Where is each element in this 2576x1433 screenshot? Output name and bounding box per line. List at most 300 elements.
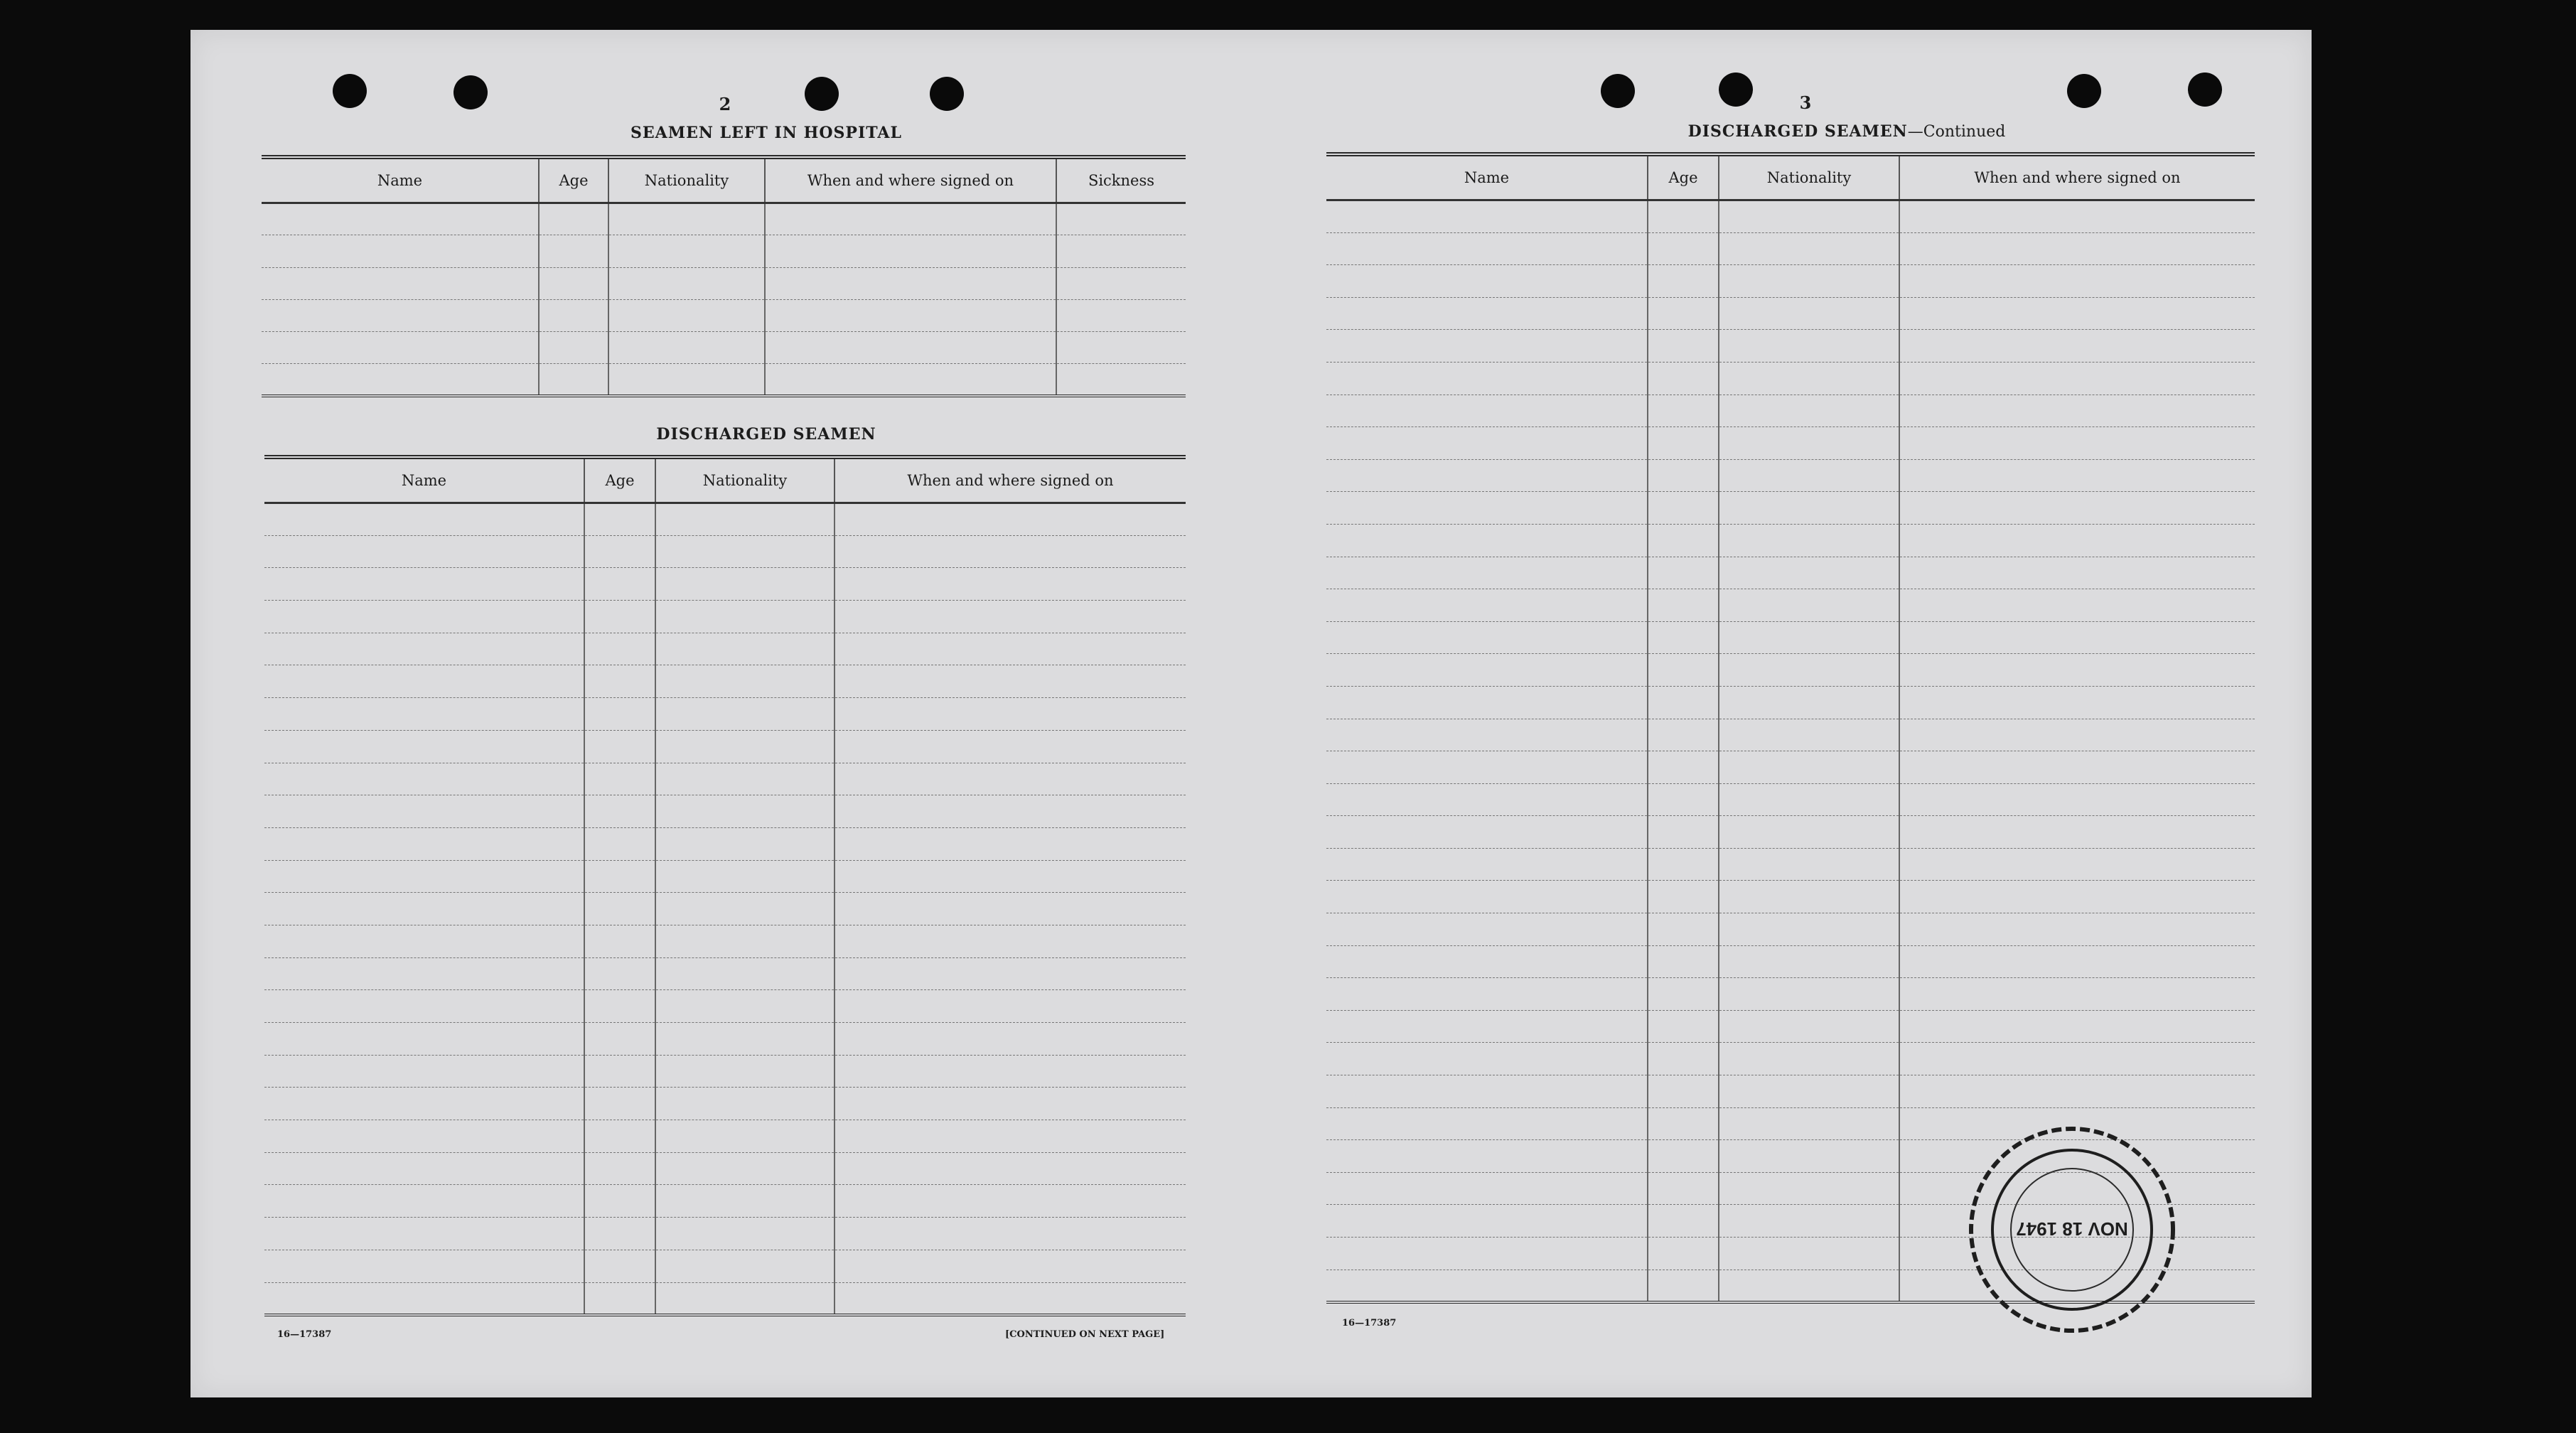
empty-cell [834, 925, 1186, 957]
empty-cell [1326, 719, 1648, 751]
empty-cell [1719, 881, 1899, 913]
empty-cell [655, 1120, 834, 1153]
empty-cell [1719, 265, 1899, 298]
table-row [1326, 816, 2255, 849]
empty-cell [1056, 235, 1186, 267]
empty-cell [1648, 200, 1719, 233]
empty-cell [1648, 1172, 1719, 1205]
empty-cell [1899, 395, 2255, 427]
empty-cell [264, 665, 584, 698]
empty-cell [1326, 492, 1648, 525]
empty-cell [1719, 751, 1899, 784]
empty-cell [264, 568, 584, 601]
empty-cell [539, 332, 608, 364]
empty-cell [1899, 1075, 2255, 1108]
empty-cell [1326, 297, 1648, 330]
table-row [1326, 1010, 2255, 1043]
empty-cell [539, 235, 608, 267]
page-number-left: 2 [719, 94, 731, 114]
empty-cell [1719, 1010, 1899, 1043]
empty-cell [262, 267, 539, 299]
empty-cell [765, 364, 1056, 396]
empty-cell [1648, 1010, 1719, 1043]
discharged-table [264, 455, 1186, 1316]
column-header: When and where signed on [834, 457, 1186, 503]
table-row [1326, 621, 2255, 654]
date-stamp [1965, 1123, 2179, 1336]
empty-cell [834, 1152, 1186, 1185]
empty-cell [1648, 913, 1719, 946]
empty-cell [264, 795, 584, 828]
empty-cell [1326, 1270, 1648, 1302]
table-row [1326, 524, 2255, 557]
empty-cell [1056, 364, 1186, 396]
empty-cell [655, 1185, 834, 1218]
table-row [262, 235, 1186, 267]
empty-cell [1326, 524, 1648, 557]
empty-cell [1648, 1270, 1719, 1302]
empty-cell [539, 267, 608, 299]
empty-cell [834, 1120, 1186, 1153]
empty-cell [1899, 1043, 2255, 1075]
empty-cell [1899, 945, 2255, 978]
empty-cell [264, 1152, 584, 1185]
table-row [1326, 686, 2255, 719]
empty-cell [1899, 686, 2255, 719]
hospital-section-title: SEAMEN LEFT IN HOSPITAL [630, 124, 902, 142]
table-row [1326, 232, 2255, 265]
empty-cell [1719, 1043, 1899, 1075]
empty-cell [584, 1185, 655, 1218]
empty-cell [1648, 427, 1719, 460]
table-row [1326, 557, 2255, 589]
empty-cell [834, 1055, 1186, 1088]
empty-cell [765, 203, 1056, 235]
empty-cell [1648, 330, 1719, 363]
empty-cell [1326, 848, 1648, 881]
empty-cell [264, 698, 584, 731]
table-row [264, 730, 1186, 763]
empty-cell [584, 1250, 655, 1282]
table-row [1326, 945, 2255, 978]
empty-cell [264, 990, 584, 1023]
empty-cell [262, 332, 539, 364]
empty-cell [1899, 330, 2255, 363]
empty-cell [1899, 621, 2255, 654]
empty-cell [1648, 1043, 1719, 1075]
empty-cell [1899, 265, 2255, 298]
empty-cell [1648, 362, 1719, 395]
empty-cell [1056, 332, 1186, 364]
empty-cell [1326, 751, 1648, 784]
empty-cell [1899, 297, 2255, 330]
table-row [262, 332, 1186, 364]
column-header: When and where signed on [1899, 154, 2255, 200]
empty-cell [1648, 751, 1719, 784]
table-row [264, 535, 1186, 568]
empty-cell [1719, 1270, 1899, 1302]
empty-cell [1899, 524, 2255, 557]
empty-cell [584, 925, 655, 957]
empty-cell [584, 698, 655, 731]
table-row [1326, 427, 2255, 460]
empty-cell [1648, 1075, 1719, 1108]
empty-cell [1719, 297, 1899, 330]
empty-cell [1648, 719, 1719, 751]
empty-cell [264, 730, 584, 763]
empty-cell [1719, 1140, 1899, 1173]
empty-cell [1648, 1107, 1719, 1140]
empty-cell [539, 364, 608, 396]
punch-hole [805, 77, 839, 111]
empty-cell [1326, 557, 1648, 589]
empty-cell [655, 1282, 834, 1315]
empty-cell [1326, 1107, 1648, 1140]
empty-cell [264, 827, 584, 860]
table-row [264, 1250, 1186, 1282]
empty-cell [1326, 232, 1648, 265]
empty-cell [1719, 719, 1899, 751]
empty-cell [1719, 848, 1899, 881]
column-header: Age [584, 457, 655, 503]
empty-cell [765, 299, 1056, 331]
empty-cell [584, 730, 655, 763]
table-row [1326, 200, 2255, 233]
empty-cell [655, 1250, 834, 1282]
empty-cell [655, 957, 834, 990]
empty-cell [765, 267, 1056, 299]
empty-cell [1719, 524, 1899, 557]
empty-cell [655, 925, 834, 957]
empty-cell [834, 503, 1186, 536]
empty-cell [1648, 848, 1719, 881]
empty-cell [765, 332, 1056, 364]
empty-cell [1648, 945, 1719, 978]
empty-cell [1719, 200, 1899, 233]
table-row [1326, 881, 2255, 913]
empty-cell [1326, 200, 1648, 233]
empty-cell [1899, 848, 2255, 881]
empty-cell [1719, 232, 1899, 265]
table-row [1326, 654, 2255, 687]
table-row [264, 1185, 1186, 1218]
empty-cell [1648, 557, 1719, 589]
table-header-row [264, 457, 1186, 503]
column-header: Age [539, 157, 608, 203]
empty-cell [834, 1282, 1186, 1315]
empty-cell [834, 1250, 1186, 1282]
empty-cell [834, 665, 1186, 698]
empty-cell [1056, 203, 1186, 235]
empty-cell [584, 1282, 655, 1315]
table-row [264, 860, 1186, 893]
empty-cell [608, 364, 765, 396]
empty-cell [1326, 362, 1648, 395]
empty-cell [1326, 1075, 1648, 1108]
empty-cell [834, 827, 1186, 860]
table-row [1326, 719, 2255, 751]
empty-cell [1719, 1238, 1899, 1270]
table-row [1326, 978, 2255, 1011]
empty-cell [584, 1218, 655, 1250]
table-row [264, 1218, 1186, 1250]
empty-cell [1719, 589, 1899, 622]
empty-cell [1719, 1107, 1899, 1140]
empty-cell [262, 299, 539, 331]
empty-cell [1899, 913, 2255, 946]
table-row [264, 1282, 1186, 1315]
empty-cell [264, 1185, 584, 1218]
empty-cell [264, 1218, 584, 1250]
empty-cell [1899, 654, 2255, 687]
column-header: Nationality [655, 457, 834, 503]
empty-cell [1899, 200, 2255, 233]
empty-cell [1326, 1010, 1648, 1043]
empty-cell [539, 203, 608, 235]
empty-cell [655, 633, 834, 665]
empty-cell [1719, 362, 1899, 395]
empty-cell [655, 1088, 834, 1120]
empty-cell [1719, 978, 1899, 1011]
empty-cell [1719, 654, 1899, 687]
empty-cell [1648, 459, 1719, 492]
empty-cell [1056, 299, 1186, 331]
empty-cell [264, 860, 584, 893]
empty-cell [1899, 978, 2255, 1011]
empty-cell [264, 1250, 584, 1282]
table-row [1326, 913, 2255, 946]
empty-cell [264, 535, 584, 568]
empty-cell [834, 763, 1186, 795]
column-header: Name [1326, 154, 1648, 200]
empty-cell [834, 568, 1186, 601]
empty-cell [1719, 913, 1899, 946]
empty-cell [1648, 1205, 1719, 1238]
empty-cell [584, 535, 655, 568]
table-row [264, 990, 1186, 1023]
empty-cell [1326, 783, 1648, 816]
empty-cell [1648, 1140, 1719, 1173]
table-row [264, 633, 1186, 665]
empty-cell [834, 860, 1186, 893]
column-header: Nationality [1719, 154, 1899, 200]
table-row [1326, 265, 2255, 298]
empty-cell [1648, 395, 1719, 427]
empty-cell [1899, 783, 2255, 816]
form-code-left: 16—17387 [277, 1329, 332, 1340]
empty-cell [1326, 978, 1648, 1011]
table-row [264, 503, 1186, 536]
empty-cell [1648, 524, 1719, 557]
empty-cell [1056, 267, 1186, 299]
empty-cell [655, 698, 834, 731]
empty-cell [1899, 427, 2255, 460]
empty-cell [264, 1120, 584, 1153]
empty-cell [1326, 654, 1648, 687]
empty-cell [1719, 557, 1899, 589]
column-header: Sickness [1056, 157, 1186, 203]
empty-cell [1719, 1075, 1899, 1108]
empty-cell [584, 568, 655, 601]
empty-cell [655, 1152, 834, 1185]
table-row [1326, 1043, 2255, 1075]
empty-cell [834, 1088, 1186, 1120]
empty-cell [655, 763, 834, 795]
empty-cell [584, 1023, 655, 1056]
empty-cell [1719, 816, 1899, 849]
table-row [264, 601, 1186, 633]
empty-cell [1899, 362, 2255, 395]
empty-cell [1719, 330, 1899, 363]
column-header: Name [264, 457, 584, 503]
table-row [264, 795, 1186, 828]
empty-cell [655, 568, 834, 601]
empty-cell [1899, 232, 2255, 265]
column-header: Name [262, 157, 539, 203]
empty-cell [264, 1088, 584, 1120]
empty-cell [655, 860, 834, 893]
table-row [264, 925, 1186, 957]
table-row [264, 568, 1186, 601]
empty-cell [655, 990, 834, 1023]
empty-cell [1326, 816, 1648, 849]
empty-cell [655, 1055, 834, 1088]
empty-cell [1648, 686, 1719, 719]
column-header: Age [1648, 154, 1719, 200]
empty-cell [264, 925, 584, 957]
table-row [1326, 783, 2255, 816]
empty-cell [655, 665, 834, 698]
empty-cell [264, 893, 584, 925]
empty-cell [834, 990, 1186, 1023]
column-header: When and where signed on [765, 157, 1056, 203]
empty-cell [608, 332, 765, 364]
empty-cell [1648, 589, 1719, 622]
empty-cell [1326, 1043, 1648, 1075]
empty-cell [262, 364, 539, 396]
empty-cell [584, 633, 655, 665]
table-row [1326, 751, 2255, 784]
empty-cell [1648, 492, 1719, 525]
continued-note: [CONTINUED ON NEXT PAGE] [1005, 1329, 1165, 1340]
table-row [262, 203, 1186, 235]
empty-cell [1326, 459, 1648, 492]
empty-cell [264, 633, 584, 665]
empty-cell [1326, 427, 1648, 460]
empty-cell [1899, 719, 2255, 751]
empty-cell [655, 893, 834, 925]
empty-cell [1719, 783, 1899, 816]
empty-cell [655, 827, 834, 860]
table-row [264, 665, 1186, 698]
empty-cell [1326, 330, 1648, 363]
empty-cell [584, 860, 655, 893]
empty-cell [1648, 1238, 1719, 1270]
empty-cell [1719, 427, 1899, 460]
empty-cell [1899, 492, 2255, 525]
empty-cell [584, 893, 655, 925]
empty-cell [584, 1152, 655, 1185]
column-header: Nationality [608, 157, 765, 203]
empty-cell [264, 1055, 584, 1088]
empty-cell [1326, 395, 1648, 427]
punch-hole [2188, 73, 2222, 107]
empty-cell [1648, 297, 1719, 330]
empty-cell [264, 957, 584, 990]
empty-cell [584, 795, 655, 828]
empty-cell [834, 893, 1186, 925]
table-row [1326, 589, 2255, 622]
empty-cell [1648, 881, 1719, 913]
empty-cell [608, 299, 765, 331]
table-row [264, 1120, 1186, 1153]
empty-cell [264, 1023, 584, 1056]
empty-cell [584, 1088, 655, 1120]
empty-cell [1899, 1010, 2255, 1043]
hospital-table [262, 155, 1186, 397]
table-row [264, 763, 1186, 795]
empty-cell [1719, 492, 1899, 525]
table-row [264, 1023, 1186, 1056]
empty-cell [584, 827, 655, 860]
empty-cell [584, 503, 655, 536]
table-row [1326, 395, 2255, 427]
table-row [264, 1152, 1186, 1185]
empty-cell [1899, 751, 2255, 784]
empty-cell [1899, 881, 2255, 913]
table-row [264, 698, 1186, 731]
table-row [1326, 362, 2255, 395]
empty-cell [834, 1023, 1186, 1056]
table-row [1326, 459, 2255, 492]
table-header-row [1326, 154, 2255, 200]
empty-cell [655, 1023, 834, 1056]
empty-cell [1648, 654, 1719, 687]
empty-cell [655, 795, 834, 828]
table-row [264, 827, 1186, 860]
form-code-right: 16—17387 [1342, 1318, 1397, 1329]
table-row [262, 267, 1186, 299]
empty-cell [1326, 945, 1648, 978]
punch-hole [1601, 74, 1635, 108]
empty-cell [655, 601, 834, 633]
table-row [264, 957, 1186, 990]
discharged-continued-title [1598, 122, 2095, 141]
empty-cell [1326, 621, 1648, 654]
empty-cell [262, 235, 539, 267]
table-row [264, 893, 1186, 925]
table-row [1326, 848, 2255, 881]
empty-cell [608, 203, 765, 235]
empty-cell [1719, 686, 1899, 719]
empty-cell [655, 503, 834, 536]
empty-cell [834, 730, 1186, 763]
empty-cell [1326, 1205, 1648, 1238]
empty-cell [1648, 265, 1719, 298]
empty-cell [834, 535, 1186, 568]
empty-cell [1648, 621, 1719, 654]
table-row [1326, 297, 2255, 330]
empty-cell [1326, 686, 1648, 719]
table-row [262, 299, 1186, 331]
punch-hole [930, 77, 964, 111]
punch-hole [333, 74, 367, 108]
table-row [262, 364, 1186, 396]
punch-hole [454, 75, 488, 109]
punch-hole [2067, 74, 2101, 108]
empty-cell [1326, 589, 1648, 622]
empty-cell [539, 299, 608, 331]
